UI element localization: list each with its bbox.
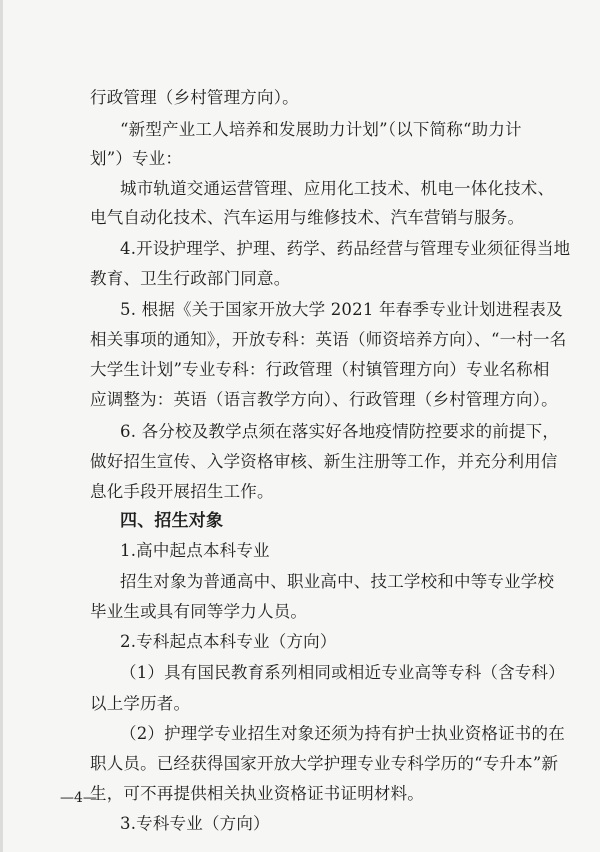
text-line: 毕业生或具有同等学力人员。	[90, 602, 308, 621]
text-line: 招生对象为普通高中、职业高中、技工学校和中等专业学校	[120, 572, 555, 591]
text-line: 教育、卫生行政部门同意。	[90, 269, 291, 288]
text-line: 大学生计划”专业专科：行政管理（村镇管理方向）专业名称相	[90, 360, 550, 379]
text-line: （2）护理学专业招生对象还须为持有护士执业资格证书的在	[120, 724, 565, 743]
section-heading: 四、招生对象	[120, 511, 224, 531]
page-number: —4—	[60, 790, 97, 806]
text-line: 息化手段开展招生工作。	[90, 482, 274, 501]
text-line: 应调整为：英语（语言教学方向）、行政管理（乡村管理方向）。	[90, 390, 558, 409]
text-line: 做好招生宣传、入学资格审核、新生注册等工作，并充分利用信	[90, 452, 558, 471]
text-line: 4.开设护理学、护理、药学、药品经营与管理专业须征得当地	[120, 239, 571, 258]
page-edge	[0, 0, 3, 852]
text-line: 6. 各分校及教学点须在落实好各地疫情防控要求的前提下，	[120, 422, 560, 441]
text-line: 行政管理（乡村管理方向）。	[90, 88, 299, 107]
text-line: （1）具有国民教育系列相同或相近专业高等专科（含专科）	[120, 663, 565, 682]
text-line: 5. 根据《关于国家开放大学 2021 年春季专业计划进程表及	[120, 300, 563, 319]
text-line: 以上学历者。	[90, 694, 191, 713]
text-line: 城市轨道交通运营管理、应用化工技术、机电一体化技术、	[120, 179, 555, 198]
subsection-heading: 1.高中起点本科专业	[120, 541, 270, 560]
subsection-heading: 2.专科起点本科专业（方向）	[120, 632, 337, 651]
text-line: 相关事项的通知》，开放专科：英语（师资培养方向）、“一村一名	[90, 330, 567, 349]
text-line: “新型产业工人培养和发展助力计划”（以下简称“助力计	[120, 120, 522, 139]
subsection-heading: 3.专科专业（方向）	[120, 814, 270, 833]
text-line: 划”）专业：	[90, 149, 183, 168]
text-line: 电气自动化技术、汽车运用与维修技术、汽车营销与服务。	[90, 208, 525, 227]
text-line: 职人员。已经获得国家开放大学护理专业专科学历的“专升本”新	[90, 754, 559, 773]
text-line: 生，可不再提供相关执业资格证书证明材料。	[90, 784, 424, 803]
